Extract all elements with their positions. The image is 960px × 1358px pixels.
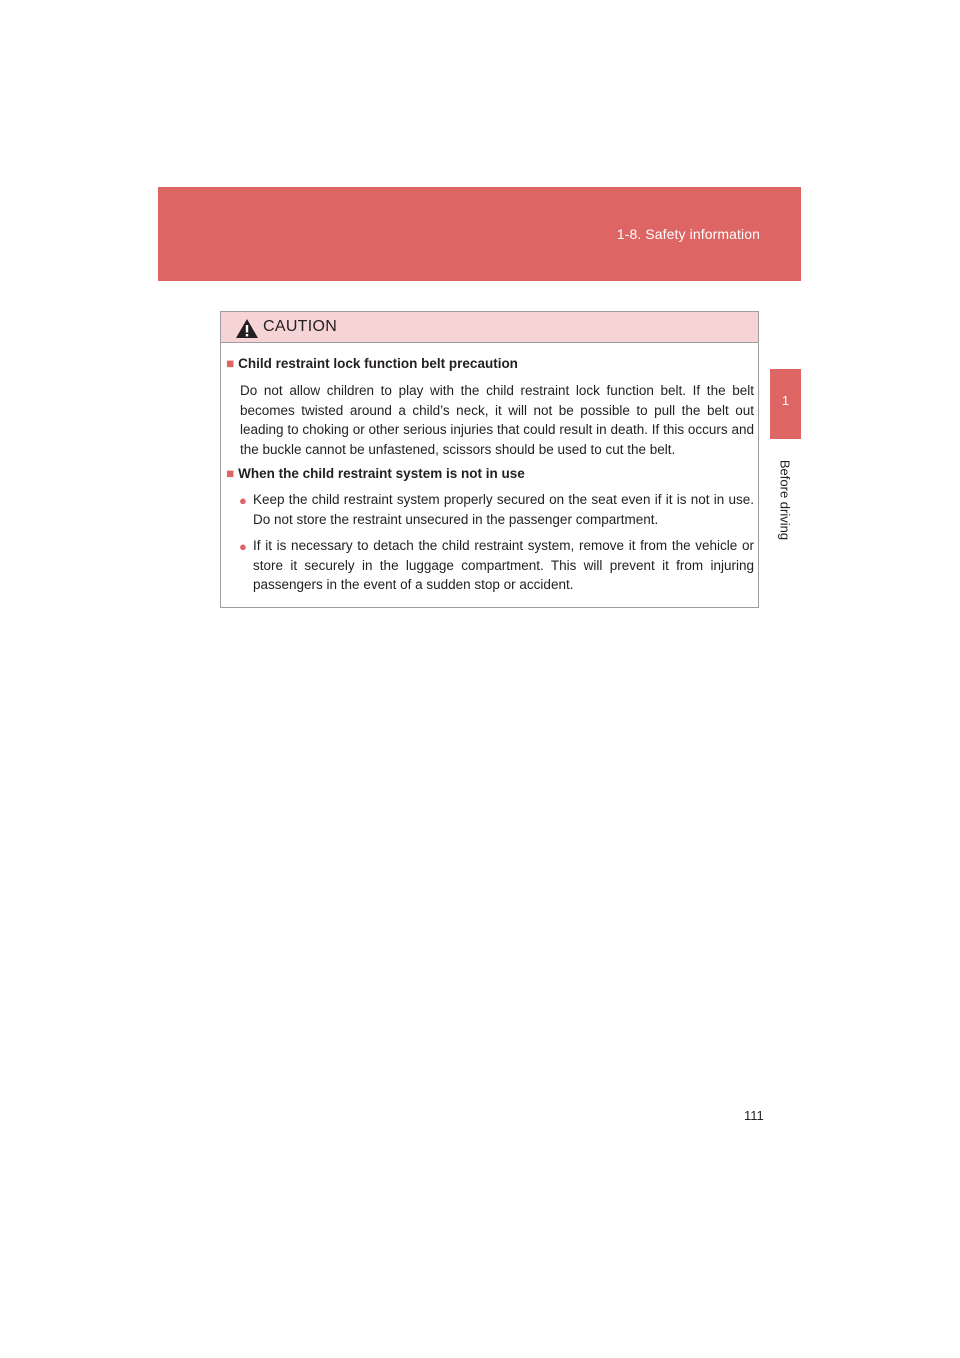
section-heading: ■ Child restraint lock function belt precaution: [226, 356, 518, 371]
square-bullet-icon: ■: [226, 466, 235, 481]
bullet-paragraph: Keep the child restraint system properly secured on the seat even if it is not in use. Do not store the restraint unsecured in the passenger compartment.: [253, 492, 754, 527]
circle-bullet-icon: ●: [239, 493, 247, 508]
bullet-paragraph: If it is necessary to detach the child restraint system, remove it from the vehicle or store it securely in the luggage compartment. This will prevent it from injuring passengers in the event of a sudden stop or accident.: [253, 538, 754, 592]
section-paragraph: Do not allow children to play with the child restraint lock function belt. If the belt becomes twisted around a child’s neck, it will not be possible to pull the belt out leading to choking or other serious injuries that could result in death. If this occurs and the buckle cannot be unfastened, scissors should be used to cut the belt.: [240, 383, 754, 457]
caution-box: [220, 311, 759, 608]
warning-triangle-icon: [235, 318, 259, 339]
chapter-number: 1: [781, 393, 790, 408]
chapter-tab: [770, 369, 801, 439]
page-number: 111: [744, 1108, 764, 1123]
section-title: 1-8. Safety information: [616, 226, 760, 242]
caution-title: CAUTION: [263, 318, 338, 335]
chapter-label: Before driving: [777, 459, 793, 541]
circle-bullet-icon: ●: [239, 539, 247, 554]
caution-header: [221, 312, 758, 343]
header-band: [158, 187, 801, 281]
square-bullet-icon: ■: [226, 356, 235, 371]
section-heading: ■ When the child restraint system is not in use: [226, 466, 525, 481]
